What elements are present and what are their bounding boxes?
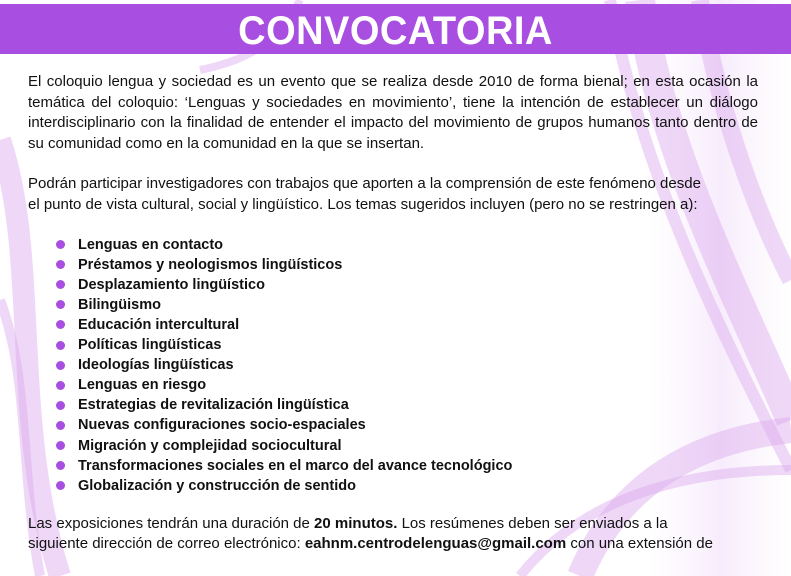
list-item bbox=[56, 355, 758, 375]
topic-label: Migración y complejidad sociocultural bbox=[78, 437, 342, 454]
bullet-icon bbox=[56, 441, 65, 450]
list-item bbox=[56, 235, 758, 255]
bullet-icon bbox=[56, 421, 65, 430]
bullet-icon bbox=[56, 481, 65, 490]
list-item bbox=[56, 255, 758, 275]
closing-text-2: Los resúmenes deben ser enviados a la bbox=[397, 514, 668, 532]
participation-paragraph bbox=[28, 174, 758, 215]
list-item bbox=[56, 395, 758, 415]
list-item bbox=[56, 295, 758, 315]
topic-label: Globalización y construcción de sentido bbox=[78, 477, 356, 494]
bullet-icon bbox=[56, 401, 65, 410]
list-item bbox=[56, 456, 758, 476]
duration-value: 20 minutos. bbox=[314, 514, 398, 532]
topic-label: Nuevas configuraciones socio-espaciales bbox=[78, 417, 366, 434]
topic-label: Políticas lingüísticas bbox=[78, 337, 222, 354]
page-title: CONVOCATORIA bbox=[238, 9, 553, 53]
bullet-icon bbox=[56, 260, 65, 269]
bullet-icon bbox=[56, 280, 65, 289]
list-item bbox=[56, 415, 758, 435]
topic-label: Ideologías lingüísticas bbox=[78, 357, 234, 374]
participation-line-1: Podrán participar investigadores con trabajos que aporten a la comprensión de este fenómeno desde bbox=[28, 175, 701, 193]
topics-list bbox=[28, 235, 758, 496]
bullet-icon bbox=[56, 381, 65, 390]
topic-label: Transformaciones sociales en el marco del avance tecnológico bbox=[78, 457, 513, 474]
topic-label: Lenguas en riesgo bbox=[78, 377, 207, 394]
list-item bbox=[56, 375, 758, 395]
bullet-icon bbox=[56, 361, 65, 370]
bullet-icon bbox=[56, 320, 65, 329]
topic-label: Lenguas en contacto bbox=[78, 236, 224, 253]
list-item bbox=[56, 275, 758, 295]
list-item bbox=[56, 476, 758, 496]
topic-label: Desplazamiento lingüístico bbox=[78, 276, 265, 293]
closing-text-4: con una extensión de bbox=[566, 535, 713, 553]
bullet-icon bbox=[56, 461, 65, 470]
closing-text-3: siguiente dirección de correo electrónico: bbox=[28, 535, 305, 553]
bullet-icon bbox=[56, 341, 65, 350]
intro-paragraph: El coloquio lengua y sociedad es un evento que se realiza desde 2010 de forma bienal; en esta ocasión la temática del coloquio: ‘Lenguas y sociedades en movimiento’, tiene la intención de establecer un diálogo interdisciplinario con la finalidad de entender el impacto del movimiento de grupos humanos tanto dentro de su comunidad como en la comunidad en la que se insertan. bbox=[28, 73, 758, 152]
announcement-body bbox=[28, 72, 758, 555]
list-item bbox=[56, 436, 758, 456]
title-banner bbox=[0, 4, 791, 54]
list-item bbox=[56, 315, 758, 335]
bullet-icon bbox=[56, 240, 65, 249]
closing-text-1: Las exposiciones tendrán una duración de bbox=[28, 514, 315, 532]
participation-line-2: el punto de vista cultural, social y lingüístico. Los temas sugeridos incluyen (pero no se restringen a): bbox=[28, 195, 698, 213]
list-item bbox=[56, 335, 758, 355]
topic-label: Educación intercultural bbox=[78, 316, 240, 333]
bullet-icon bbox=[56, 300, 65, 309]
email-address[interactable]: eahnm.centrodelenguas@gmail.com bbox=[304, 535, 567, 553]
topic-label: Préstamos y neologismos lingüísticos bbox=[78, 256, 343, 273]
closing-paragraph bbox=[28, 514, 758, 555]
topic-label: Estrategias de revitalización lingüística bbox=[78, 397, 349, 414]
topic-label: Bilingüismo bbox=[78, 296, 161, 313]
